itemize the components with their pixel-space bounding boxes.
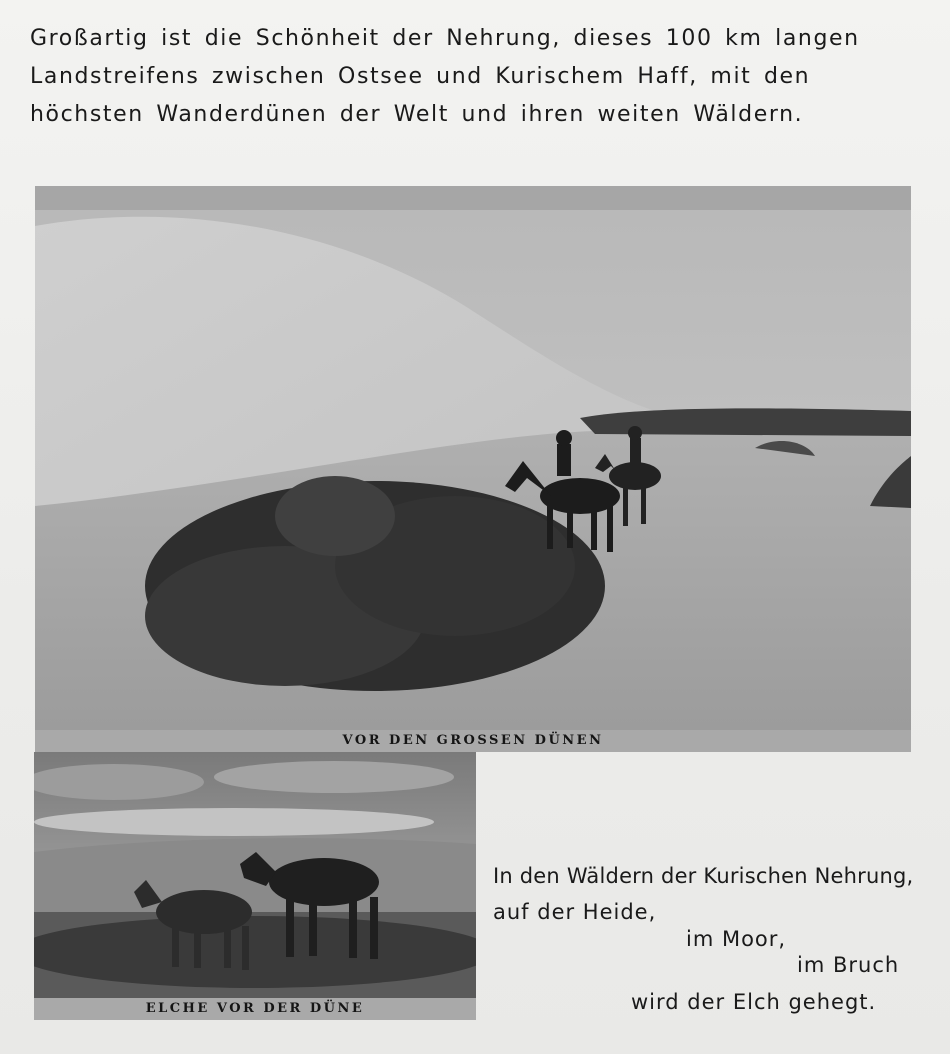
caption-top-photo: VOR DEN GROSSEN DÜNEN: [35, 730, 911, 752]
intro-line: Landstreifens zwischen Ostsee und Kurischem Haff, mit den: [30, 64, 811, 89]
caption-bottom-photo: ELCHE VOR DER DÜNE: [34, 998, 476, 1020]
verse-line: In den Wäldern der Kurischen Nehrung,: [493, 864, 914, 888]
verse-line: auf der Heide,: [493, 900, 657, 924]
intro-line: höchsten Wanderdünen der Welt und ihren weiten Wäldern.: [30, 102, 804, 127]
intro-paragraph: [30, 20, 920, 134]
verse-line: im Moor,: [686, 927, 787, 951]
verse-line: wird der Elch gehegt.: [631, 990, 877, 1014]
photo-moose: [34, 752, 476, 998]
verse-line: im Bruch: [797, 953, 900, 977]
intro-line: Großartig ist die Schönheit der Nehrung, dieses 100 km langen: [30, 26, 860, 51]
photo-dunes-riders: [35, 186, 911, 730]
